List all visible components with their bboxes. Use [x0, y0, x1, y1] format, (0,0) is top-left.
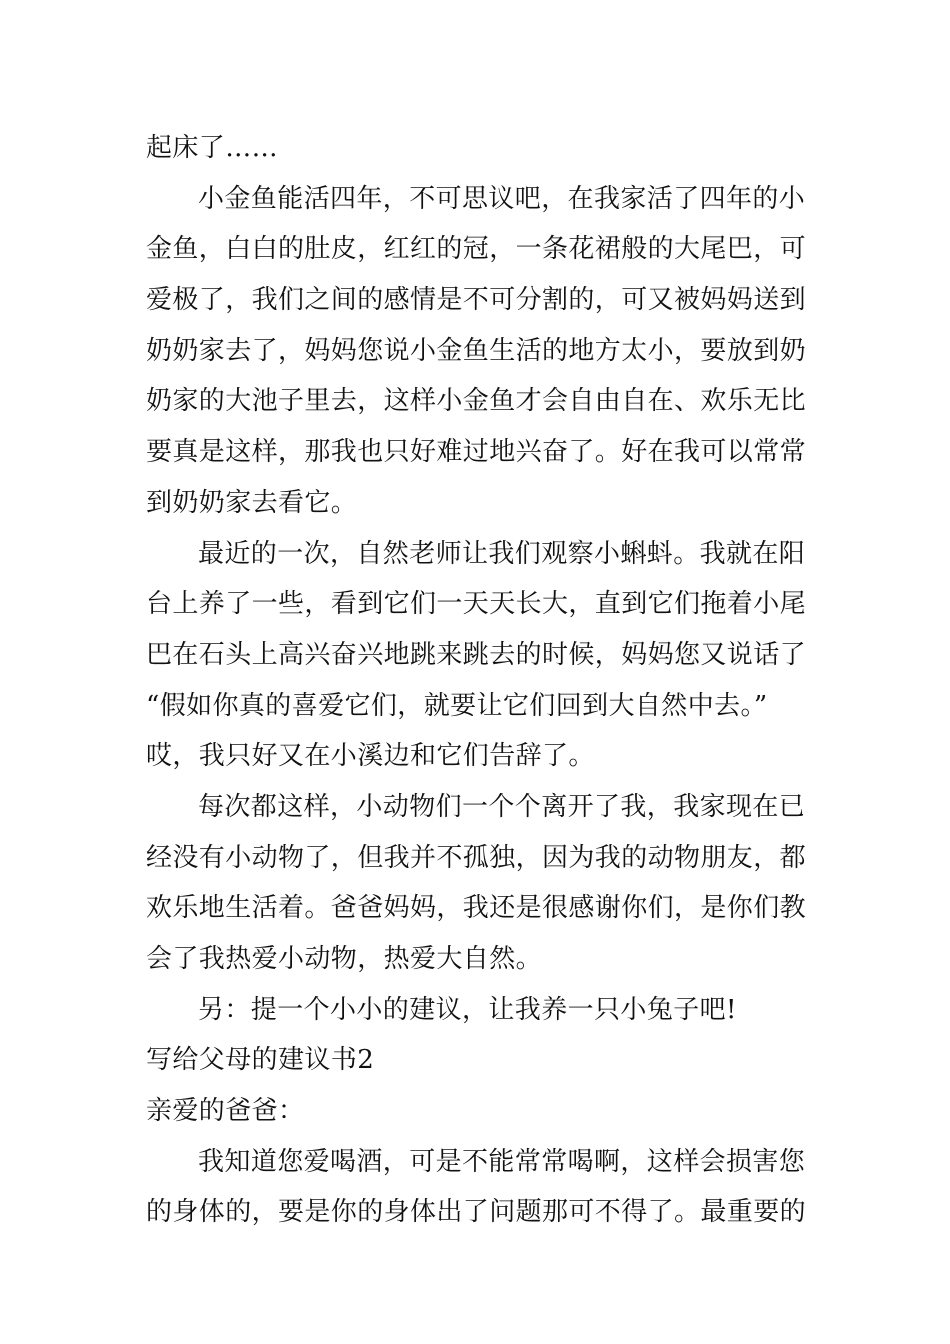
section-title: 写给父母的建议书2 [146, 1045, 375, 1076]
text-line: 到奶奶家去看它。 [146, 487, 358, 518]
salutation: 亲爱的爸爸： [146, 1096, 305, 1127]
text-line: 奶奶家去了，妈妈您说小金鱼生活的地方太小，要放到奶 [146, 335, 807, 366]
text-line: 金鱼，白白的肚皮，红红的冠，一条花裙般的大尾巴，可 [146, 234, 807, 265]
text-line: 台上养了一些，看到它们一天天长大，直到它们拖着小尾 [146, 589, 807, 620]
text-line: 奶家的大池子里去，这样小金鱼才会自由自在、欢乐无比 [146, 386, 807, 417]
text-line: 的身体的，要是你的身体出了问题那可不得了。最重要的 [146, 1197, 807, 1228]
paragraph-first-line: 我知道您爱喝酒，可是不能常常喝啊，这样会损害您 [198, 1146, 806, 1177]
text-line: 哎，我只好又在小溪边和它们告辞了。 [146, 741, 595, 772]
paragraph-first-line: 每次都这样，小动物们一个个离开了我，我家现在已 [198, 791, 806, 822]
text-line: “假如你真的喜爱它们，就要让它们回到大自然中去。” [146, 690, 768, 721]
text-line: 会了我热爱小动物，热爱大自然。 [146, 944, 543, 974]
text-line: 欢乐地生活着。爸爸妈妈，我还是很感谢你们，是你们教 [146, 893, 807, 924]
paragraph-first-line: 小金鱼能活四年，不可思议吧，在我家活了四年的小 [198, 183, 806, 214]
text-line: 起床了…… [146, 133, 279, 163]
text-line: 巴在石头上高兴奋兴地跳来跳去的时候，妈妈您又说话了 [146, 639, 807, 670]
text-line: 经没有小动物了，但我并不孤独，因为我的动物朋友，都 [146, 842, 807, 873]
text-line: 爱极了，我们之间的感情是不可分割的，可又被妈妈送到 [146, 285, 807, 316]
paragraph-first-line: 最近的一次，自然老师让我们观察小蝌蚪。我就在阳 [198, 538, 806, 569]
text-line: 要真是这样，那我也只好难过地兴奋了。好在我可以常常 [146, 437, 807, 468]
paragraph-first-line: 另：提一个小小的建议，让我养一只小兔子吧! [198, 994, 737, 1025]
document-body [146, 123, 808, 1238]
